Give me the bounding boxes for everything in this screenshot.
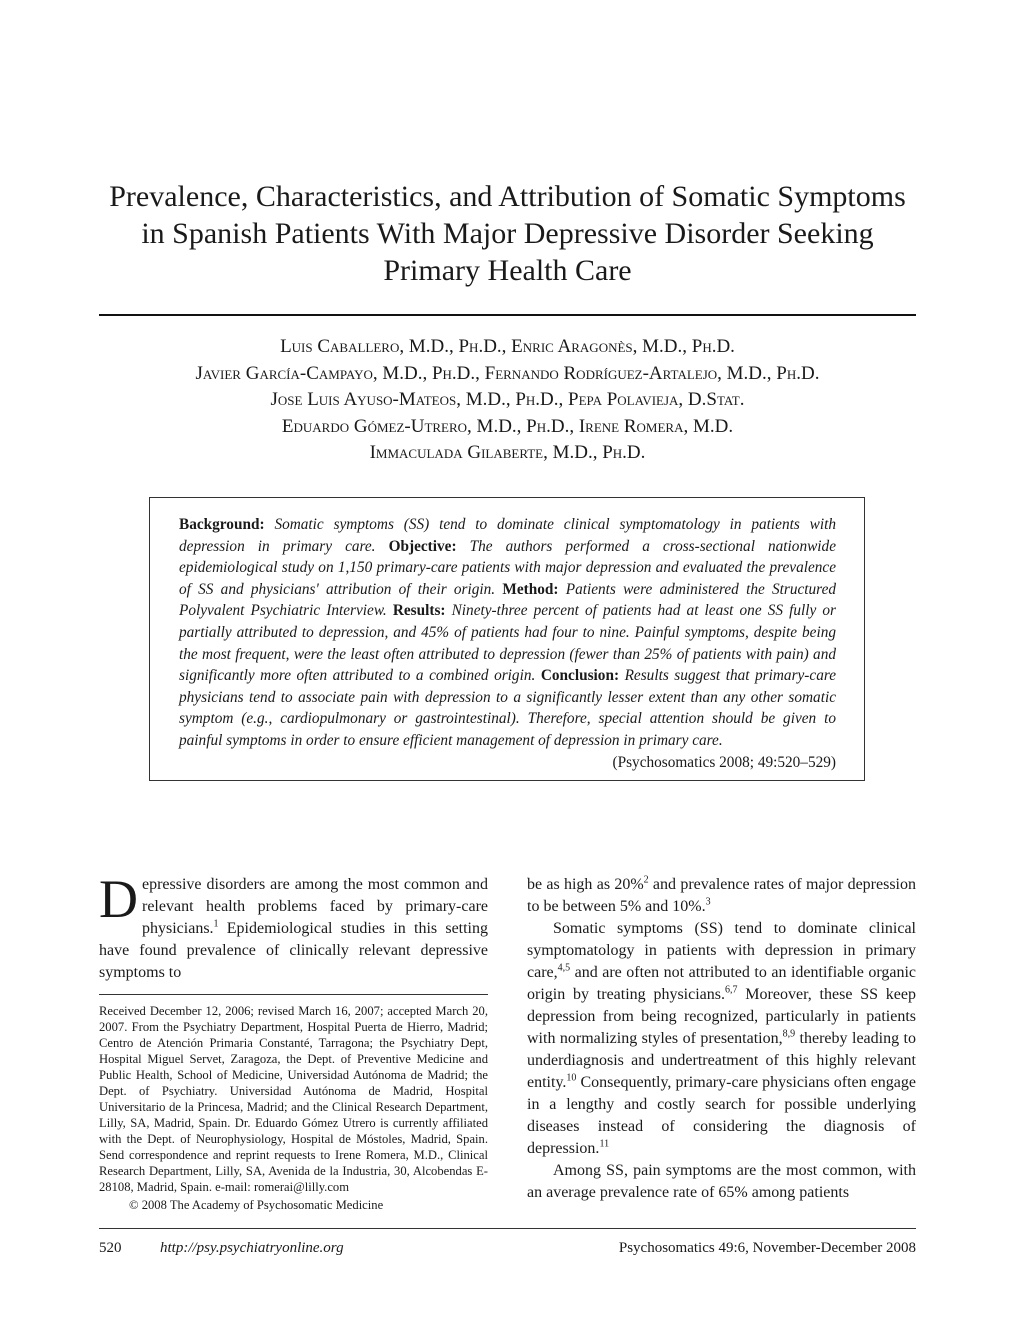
reference-marker[interactable]: 10 <box>566 1072 577 1084</box>
objective-text: The authors performed a cross-sectional nationwide epidemiological study on 1,150 primary-care patients with major depression and evaluated the prevalence of SS and physicians' attribution of their origin. <box>179 537 836 598</box>
right-column <box>527 874 916 1204</box>
body-text: be as high as 20% <box>527 876 644 893</box>
results-label: Results: <box>392 602 446 620</box>
intro-text: epressive disorders are among the most common and relevant health problems faced by primary-care physicians. <box>142 876 488 937</box>
reference-marker[interactable]: 11 <box>599 1138 610 1150</box>
conclusion-label: Conclusion: <box>540 667 620 685</box>
body-text: and are often not attributed to an identifiable organic origin by treating physicians. <box>527 964 916 1003</box>
intro-paragraph <box>99 869 488 984</box>
article-footnote: Received December 12, 2006; revised March 16, 2007; accepted March 20, 2007. From the Psychiatry Department, Hospital Puerta de Hierro, Madrid; Centro de Atención Primaria Constanté, Tarragona; the Psychiatry Dept, Hospital Miguel Servet, Zaragoza, the Dept. of Preventive Medicine and Public Health, School of Medicine, Universidad Autónoma de Madrid; the Dept. of Psychiatry. Universidad Autónoma de Madrid, Hospital Universitario de la Princesa, Madrid; and the Clinical Research Department, Lilly, SA, Madrid, Spain. Dr. Eduardo Gómez Utrero is currently affiliated with the Dept. of Neurophysiology, Hospital de Móstoles, Madrid, Spain. Send correspondence and reprint requests to Irene Romera, M.D., Clinical Research Department, Lilly, SA, Avenida de la Industria, 30, Alcobendas E-28108, Madrid, Spain. e-mail: romerai@lilly.com <box>99 1004 488 1194</box>
body-paragraph <box>527 918 916 1160</box>
background-label: Background: <box>179 516 265 533</box>
page-number: 520 <box>99 1240 122 1256</box>
left-column <box>99 869 488 1213</box>
footnote-divider <box>99 994 488 995</box>
author-line: Javier García-Campayo, M.D., Ph.D., Fernando Rodríguez-Artalejo, M.D., Ph.D. <box>195 362 820 384</box>
abstract-box <box>149 497 865 781</box>
body-text: Somatic symptoms (SS) tend to dominate clinical symptomatology in patients with depression in primary care, <box>527 920 916 981</box>
method-text: Patients were administered the Structured Polyvalent Psychiatric Interview. <box>179 580 837 620</box>
reference-marker[interactable]: 8,9 <box>782 1028 796 1040</box>
article-title: Prevalence, Characteristics, and Attribution of Somatic Symptoms in Spanish Patients With Major Depressive Disorder Seeking Primary Health Care <box>109 180 906 287</box>
reference-marker[interactable]: 1 <box>213 918 219 930</box>
results-text: Ninety-three percent of patients had at least one SS fully or partially attributed to depression, and 45% of patients had four to nine. Painful symptoms, despite being the most frequent, were the least often attributed to depression (fewer than 25% of patients with pain) and significantly more often attributed to a combined origin. <box>179 602 836 685</box>
drop-cap: D <box>99 869 138 929</box>
body-paragraph: Among SS, pain symptoms are the most common, with an average prevalence rate of 65% among patients <box>527 1162 916 1201</box>
author-line: Immaculada Gilaberte, M.D., Ph.D. <box>369 442 646 463</box>
author-line: Jose Luis Ayuso-Mateos, M.D., Ph.D., Pepa Polavieja, D.Stat. <box>270 389 745 410</box>
body-paragraph <box>527 874 916 918</box>
author-line: Luis Caballero, M.D., Ph.D., Enric Aragonès, M.D., Ph.D. <box>280 336 735 357</box>
reference-marker[interactable]: 4,5 <box>557 962 571 974</box>
title-divider <box>99 314 916 316</box>
objective-label: Objective: <box>388 537 457 555</box>
body-text: thereby leading to underdiagnosis and undertreatment of this highly relevant entity. <box>527 1030 917 1091</box>
journal-url-link[interactable]: http://psy.psychiatryonline.org <box>160 1240 344 1256</box>
author-line: Eduardo Gómez-Utrero, M.D., Ph.D., Irene Romera, M.D. <box>281 415 734 437</box>
reference-marker[interactable]: 6,7 <box>725 984 738 996</box>
journal-citation: Psychosomatics 49:6, November-December 2008 <box>618 1240 916 1256</box>
abstract-citation: (Psychosomatics 2008; 49:520–529) <box>612 753 836 771</box>
copyright-notice: © 2008 The Academy of Psychosomatic Medicine <box>129 1198 384 1212</box>
reference-marker[interactable]: 3 <box>705 896 711 908</box>
intro-text-cont: Epidemiological studies in this setting have found prevalence of clinically relevant depressive symptoms to <box>99 920 488 981</box>
body-text: Moreover, these SS keep depression from being recognized, particularly in patients with normalizing styles of presentation, <box>527 986 916 1047</box>
reference-marker[interactable]: 2 <box>643 874 649 886</box>
footer-divider <box>99 1228 916 1229</box>
author-list <box>100 334 915 467</box>
background-text: Somatic symptoms (SS) tend to dominate clinical symptomatology in patients with depression in primary care. <box>179 516 837 555</box>
method-label: Method: <box>502 580 559 598</box>
body-text: and prevalence rates of major depression to be between 5% and 10%. <box>527 876 916 915</box>
conclusion-text: Results suggest that primary-care physicians tend to associate pain with depression to a significantly lesser extent than any other somatic symptom (e.g., cardiopulmonary or gastrointestinal). Therefore, special attention should be given to painful symptoms in order to ensure efficient management of depression in primary care. <box>179 667 837 749</box>
body-text: Consequently, primary-care physicians often engage in a lengthy and costly search for possible underlying diseases instead of considering the diagnosis of depression. <box>527 1074 916 1157</box>
